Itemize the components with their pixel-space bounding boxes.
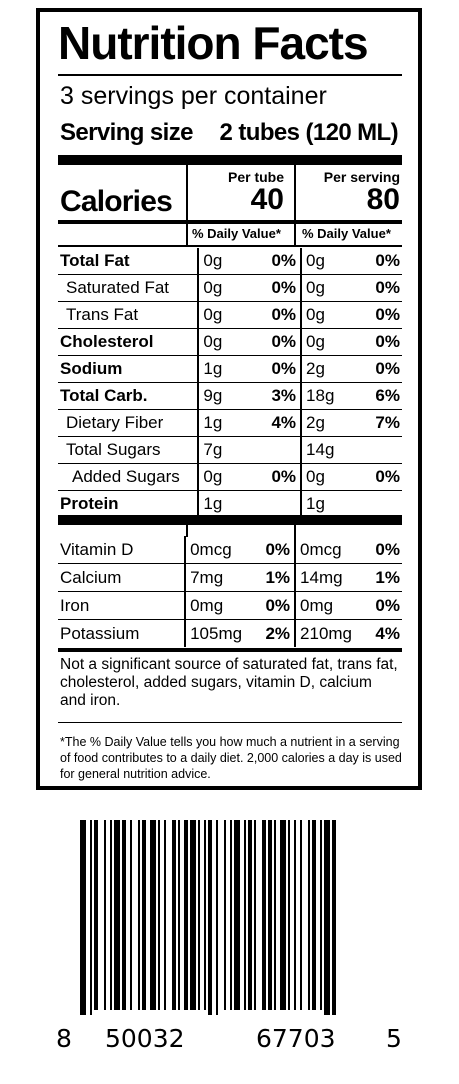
vitamin-tube-dv: 2% [265, 623, 291, 643]
per-serving-calories: 80 [366, 183, 400, 216]
barcode-bar [204, 820, 206, 1010]
barcode-bar [308, 820, 310, 1010]
nutrient-serving-dv: 0% [353, 329, 402, 356]
thick-rule-vitamins [58, 515, 402, 525]
vitamin-tube-amount: 105mg [185, 620, 242, 648]
nutrient-row [58, 275, 402, 302]
vitamin-serving-dv: 0% [352, 592, 402, 620]
barcode-bar [288, 820, 290, 1010]
nutrient-row [58, 464, 402, 491]
nutrient-name: Cholesterol [58, 329, 198, 356]
nutrient-serving-amount: 2g [301, 410, 353, 437]
vitamin-serving-amount: 0mcg [295, 536, 352, 564]
source-note: Not a significant source of saturated fat, trans fat, cholesterol, added sugars, vitamin D, calcium and iron. [60, 656, 398, 709]
barcode-bar [300, 820, 302, 1010]
dv-rule [58, 245, 402, 247]
vitamin-serving-amount: 210mg [295, 620, 352, 648]
nutrient-tube-dv: 4% [249, 410, 301, 437]
nutrient-serving-amount: 0g [301, 329, 353, 356]
nutrient-table [58, 248, 402, 517]
barcode-bar [172, 820, 176, 1010]
nutrient-serving-dv: 7% [353, 410, 402, 437]
nutrient-tube-dv: 0% [249, 302, 301, 329]
vitamin-tube-amount: 0mcg [185, 536, 242, 564]
nutrient-serving-dv: 0% [353, 356, 402, 383]
nutrient-serving-amount: 2g [301, 356, 353, 383]
nutrient-serving-dv: 0% [353, 248, 402, 275]
nutrient-tube-amount: 1g [198, 410, 249, 437]
vitamin-row [58, 536, 402, 564]
barcode-bar [234, 820, 240, 1010]
per-serving-header: Per serving [323, 169, 400, 185]
nutrient-name: Sodium [58, 356, 198, 383]
vitamin-row [58, 620, 402, 648]
barcode-bar [158, 820, 160, 1010]
label-title: Nutrition Facts [58, 17, 368, 69]
serving-size-label: Serving size [60, 119, 193, 146]
vitamin-name: Potassium [60, 623, 140, 643]
nutrient-tube-amount: 0g [198, 329, 249, 356]
barcode-bar [138, 820, 140, 1010]
barcode-bar [254, 820, 256, 1010]
nutrient-serving-dv: 0% [353, 464, 402, 491]
barcode-icon [80, 820, 400, 1015]
vitamin-serving-dv: 4% [375, 623, 400, 643]
daily-value-footnote: *The % Daily Value tells you how much a nutrient in a serving of food contributes to a daily diet. 2,000 calories a day is used for general nutrition advice. [60, 735, 402, 781]
barcode-bar [324, 820, 330, 1015]
nutrient-tube-dv: 0% [249, 329, 301, 356]
nutrient-tube-amount: 0g [198, 302, 249, 329]
barcode-bar [122, 820, 126, 1010]
vitamin-row [58, 564, 402, 592]
footnote-rule [58, 722, 402, 723]
vitamin-serving-amount: 14mg [295, 564, 352, 592]
barcode-bar [244, 820, 246, 1010]
barcode-bar [198, 820, 200, 1010]
barcode-bar [230, 820, 232, 1010]
vitamin-tube-dv: 1% [242, 564, 295, 592]
barcode-bar [208, 820, 212, 1015]
nutrient-serving-amount: 18g [301, 383, 353, 410]
per-tube-calories: 40 [250, 183, 284, 216]
nutrient-row [58, 410, 402, 437]
barcode-bar [94, 820, 98, 1010]
barcode-bar [150, 820, 156, 1010]
nutrient-tube-amount: 0g [198, 248, 249, 275]
serving-size-value: 2 tubes (120 ML) [219, 119, 398, 146]
nutrient-row [58, 437, 402, 464]
vitamin-name: Vitamin D [58, 536, 185, 564]
barcode-bar [248, 820, 252, 1010]
nutrient-tube-amount: 9g [198, 383, 249, 410]
vitamin-table [58, 536, 402, 647]
per-tube-header: Per tube [227, 169, 284, 185]
servings-per-container: 3 servings per container [60, 82, 327, 110]
nutrient-tube-dv: 0% [249, 275, 301, 302]
barcode-bar [142, 820, 146, 1010]
barcode-bar [312, 820, 316, 1010]
col-divider-top-2 [294, 165, 296, 221]
calories-label: Calories [60, 185, 172, 218]
nutrient-row [58, 302, 402, 329]
vitamin-name: Calcium [58, 564, 185, 592]
nutrient-serving-dv: 0% [353, 302, 402, 329]
barcode-bar [190, 820, 196, 1010]
nutrient-serving-amount: 1g [301, 491, 353, 518]
barcode-bar [90, 820, 92, 1015]
barcode-bar [114, 820, 120, 1010]
col-divider-dv-2 [294, 224, 296, 246]
barcode-bar [130, 820, 132, 1010]
daily-value-header-1: % Daily Value* [192, 226, 281, 241]
barcode-digit-last: 5 [386, 1024, 402, 1053]
nutrient-row [58, 356, 402, 383]
vitamin-row [58, 592, 402, 620]
barcode-bar [164, 820, 166, 1010]
barcode-bar [110, 820, 112, 1010]
barcode-bar [280, 820, 286, 1010]
vitamin-name: Iron [58, 592, 185, 620]
nutrient-name: Trans Fat [58, 302, 198, 329]
nutrient-serving-dv: 0% [353, 275, 402, 302]
nutrient-row [58, 248, 402, 275]
col-divider-top-1 [186, 165, 188, 221]
vitamin-tube-amount: 7mg [185, 564, 242, 592]
barcode-bar [216, 820, 218, 1015]
nutrient-name: Dietary Fiber [58, 410, 198, 437]
vitamin-tube-dv: 0% [242, 536, 295, 564]
nutrient-serving-amount: 14g [301, 437, 353, 464]
nutrient-tube-amount: 1g [198, 356, 249, 383]
nutrient-tube-dv: 0% [249, 464, 301, 491]
barcode-bar [268, 820, 272, 1010]
barcode-bar [184, 820, 188, 1010]
vitamin-tube-dv: 0% [242, 592, 295, 620]
daily-value-header-2: % Daily Value* [302, 226, 391, 241]
calories-rule [58, 220, 402, 224]
barcode-bar [80, 820, 86, 1015]
barcode-bar [320, 820, 322, 1010]
nutrient-name: Saturated Fat [58, 275, 198, 302]
col-divider-dv-1 [186, 224, 188, 246]
nutrient-row [58, 383, 402, 410]
nutrition-facts-panel [36, 8, 422, 790]
nutrient-name: Added Sugars [58, 464, 198, 491]
nutrient-serving-dv [353, 437, 402, 464]
nutrient-tube-amount: 7g [198, 437, 249, 464]
nutrient-serving-amount: 0g [301, 302, 353, 329]
nutrient-row [58, 329, 402, 356]
nutrient-tube-dv [249, 437, 301, 464]
nutrient-name: Total Carb. [58, 383, 198, 410]
nutrient-name: Total Sugars [58, 437, 198, 464]
barcode-bar [104, 820, 106, 1010]
nutrient-serving-dv [353, 491, 402, 518]
vitamin-serving-dv: 1% [352, 564, 402, 592]
barcode-bar [178, 820, 180, 1010]
title-rule [58, 74, 402, 76]
barcode-digit-first: 8 [56, 1024, 72, 1053]
nutrient-tube-amount: 0g [198, 275, 249, 302]
barcode-bar [274, 820, 276, 1010]
nutrient-serving-dv: 6% [353, 383, 402, 410]
thick-rule-top [58, 155, 402, 165]
nutrient-tube-dv: 0% [249, 248, 301, 275]
barcode-bar [262, 820, 266, 1010]
vitamin-tube-amount: 0mg [185, 592, 242, 620]
nutrient-tube-dv: 0% [249, 356, 301, 383]
nutrient-row [58, 491, 402, 518]
nutrient-serving-amount: 0g [301, 275, 353, 302]
nutrient-tube-dv: 3% [249, 383, 301, 410]
nutrient-tube-dv [249, 491, 301, 518]
vitamin-serving-dv: 0% [352, 536, 402, 564]
barcode-bar [294, 820, 296, 1010]
barcode-digits-left: 50032 [105, 1024, 185, 1053]
nutrient-serving-amount: 0g [301, 464, 353, 491]
nutrient-name: Total Fat [58, 248, 198, 275]
nutrient-tube-amount: 1g [198, 491, 249, 518]
nutrient-name: Protein [60, 494, 119, 513]
vitamin-serving-amount: 0mg [295, 592, 352, 620]
nutrient-serving-amount: 0g [301, 248, 353, 275]
barcode-bar [224, 820, 226, 1010]
barcode-digits-right: 67703 [256, 1024, 336, 1053]
barcode-bar [332, 820, 336, 1015]
nutrient-tube-amount: 0g [198, 464, 249, 491]
note-rule [58, 648, 402, 652]
